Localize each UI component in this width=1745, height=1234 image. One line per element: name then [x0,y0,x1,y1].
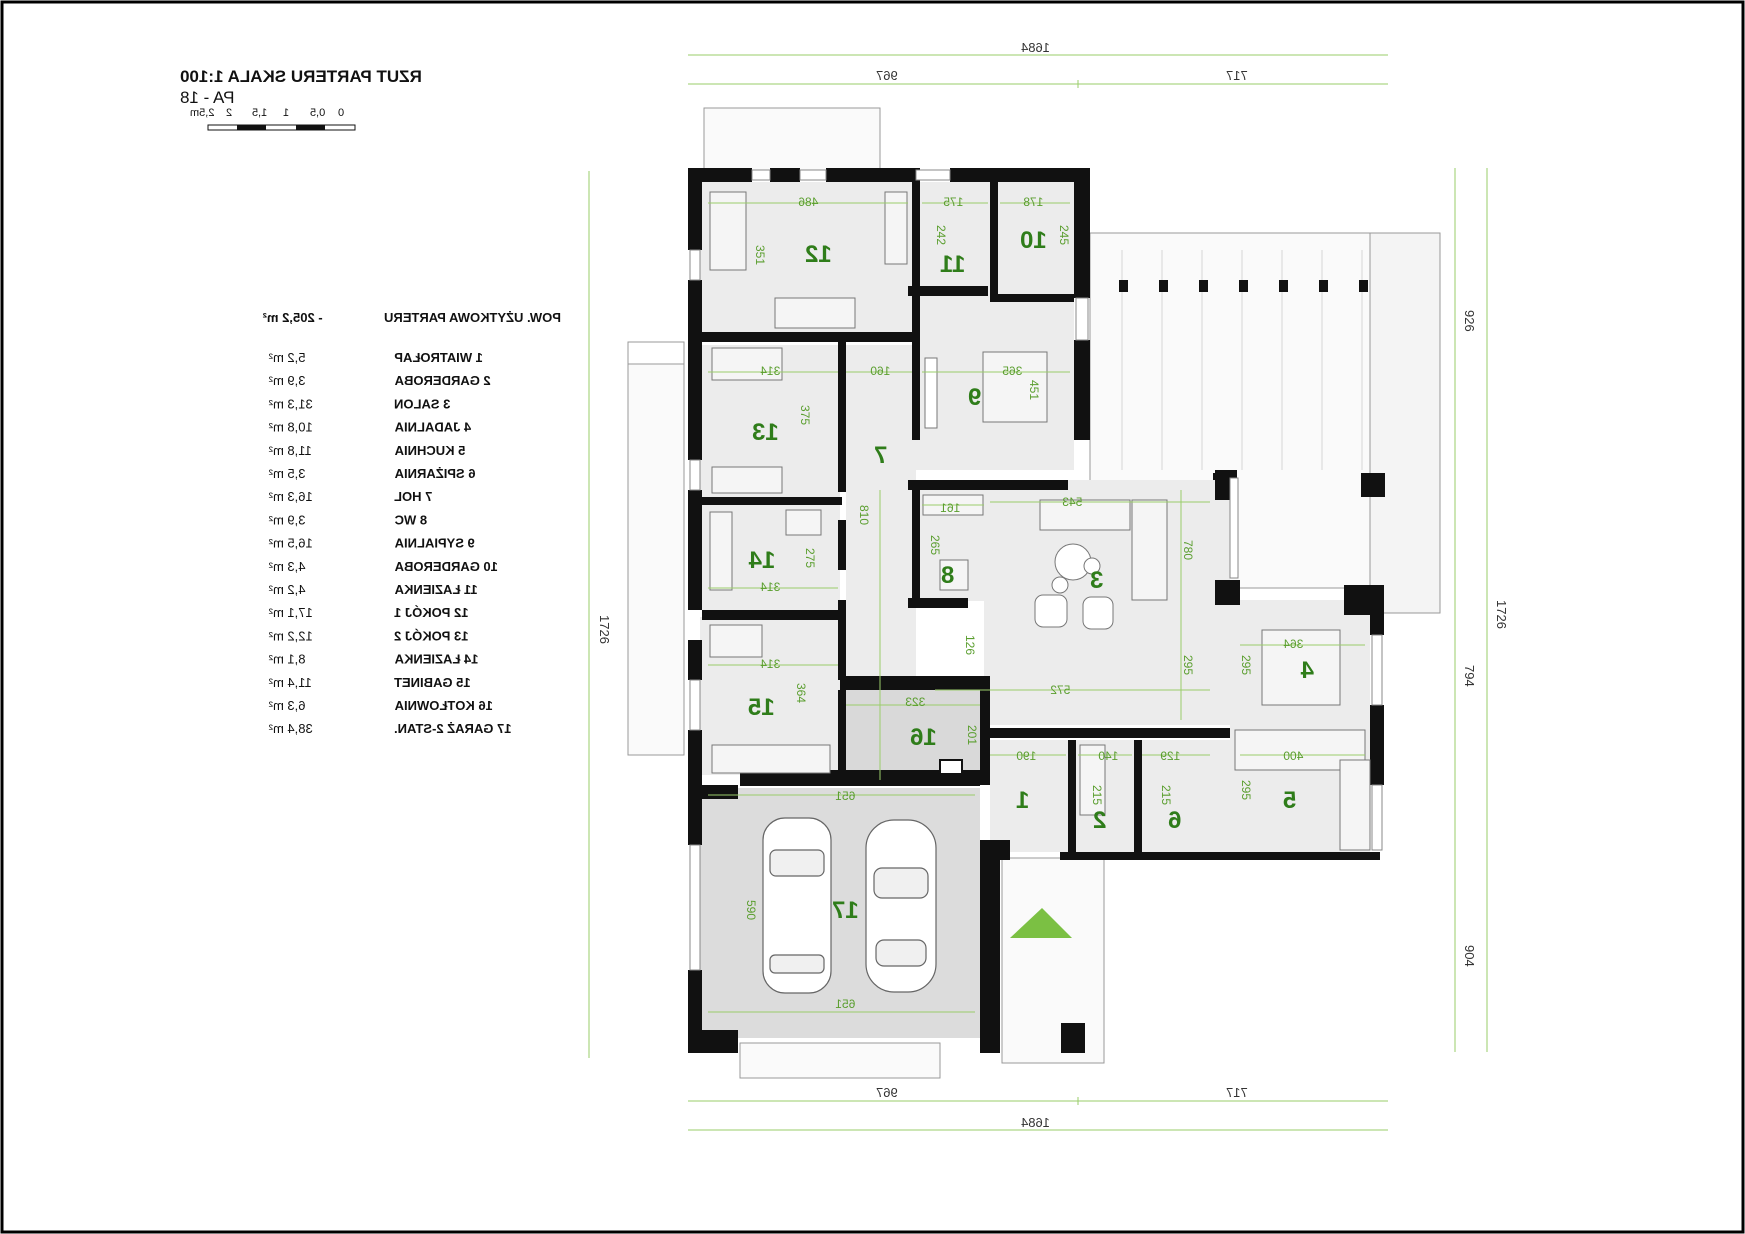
scale-tick: 0 [338,107,345,119]
dim-r13-w: 314 [760,364,781,378]
dim-r15-h: 364 [794,683,808,704]
area-table-room-name: 10 GARDEROBA [394,558,498,574]
area-table-room-area: 12,2 m² [268,628,313,644]
dim-r12-h: 351 [753,245,767,266]
area-table-room-area: 16,5 m² [268,535,313,551]
dim-left-bottom: 967 [876,1085,898,1100]
dim-r17-h: 590 [744,900,758,921]
dim-r6-w: 129 [1160,749,1181,763]
area-table-room-area: 10,8 m² [268,419,313,435]
area-table-room-name: 4 JADALNIA [394,419,472,435]
room-number-9: 9 [968,384,982,411]
area-table-room-area: 38,4 m² [268,721,313,737]
scale-bar [190,107,355,130]
room-number-7: 7 [874,442,888,469]
area-table-room-area: 3,5 m² [268,466,306,481]
dim-r2-w: 140 [1098,749,1119,763]
room-number-2: 2 [1093,807,1107,834]
dim-r7-w: 160 [870,364,891,378]
area-table-room-name: 1 WIATROŁAP [394,350,483,365]
room-number-14: 14 [748,547,776,574]
room-number-16: 16 [910,724,937,751]
area-table-room-name: 16 KOTŁOWNIA [394,698,493,713]
dim-r14-h: 275 [803,548,817,569]
room-number-12: 12 [805,241,832,268]
area-table-room-area: 6,3 m² [268,698,306,713]
room-number-6: 6 [1168,807,1182,834]
dim-r3-w2: 572 [1050,683,1071,697]
dim-right-total: 1726 [1494,600,1509,629]
dim-r13-h: 375 [798,405,812,426]
dim-r11-w: 175 [943,195,964,209]
area-table-room-area: 11,8 m² [268,442,312,458]
area-table-room-name: 11 ŁAZIENKA [394,582,478,597]
dim-r16-w: 323 [905,695,926,709]
area-table-room-area: 31,3 m² [268,396,313,412]
area-table-room-area: 16,3 m² [268,489,313,505]
dim-r17-w2: 651 [835,997,856,1011]
dim-r2-h: 215 [1090,785,1104,806]
dim-right-bottom: 717 [1226,1085,1248,1100]
room-number-17: 17 [832,897,859,924]
room-number-3: 3 [1090,567,1104,594]
dim-r14-w: 314 [760,580,781,594]
area-table-room-area: 3,9 m² [268,512,306,528]
scale-tick: 2,5m [190,107,215,119]
area-table-heading: POW. UŻYTKOWA PARTERU [384,310,561,325]
area-table-room-name: 7 HOL [394,489,433,505]
area-table-room-name: 9 SYPIALNIA [394,535,475,551]
dim-r9-h: 451 [1027,380,1041,401]
area-table-room-name: 14 ŁAZIENKA [394,651,479,667]
dim-r3-w: 543 [1062,495,1083,509]
dim-right-lower: 904 [1462,945,1477,967]
room-number-10: 10 [1020,227,1047,254]
dim-r6-h: 215 [1159,785,1173,806]
area-table-room-name: 17 GARAŻ 2-STAN. [394,721,512,737]
room-number-8: 8 [941,562,955,589]
dim-r10-w: 178 [1023,195,1044,209]
dim-hall-small: 126 [963,635,977,656]
scale-tick: 1,5 [252,107,268,119]
dim-r5-w: 400 [1283,749,1304,763]
area-table-room-area: 4,3 m² [268,558,306,574]
scale-tick: 2 [226,107,233,119]
dim-r16-h: 201 [965,725,979,746]
area-table [262,310,561,736]
scale-tick: 0,5 [310,107,326,119]
area-table-room-name: 6 SPIŻARNIA [394,466,476,481]
area-table-room-name: 8 WC [394,512,428,528]
dim-r1-w: 190 [1016,749,1037,763]
area-table-room-area: 4,2 m² [268,582,306,597]
dim-r15-w: 314 [760,657,781,671]
dim-r3-h2: 295 [1181,655,1195,676]
area-table-room-area: 17,1 m² [268,605,313,621]
dim-r12-w: 486 [798,195,819,209]
room-number-4: 4 [1300,657,1314,684]
room-number-11: 11 [940,251,966,278]
dim-r4-w: 364 [1283,637,1304,651]
area-table-room-name: 5 KUCHNIA [394,442,466,458]
room-number-13: 13 [752,419,779,446]
dim-r17-w: 651 [835,789,856,803]
dim-r10-h: 245 [1057,225,1071,246]
area-table-total: - 205,2 m² [262,310,323,325]
dim-r11-h: 242 [934,225,948,246]
dim-left-top: 967 [876,68,898,83]
title-block [180,67,422,130]
room-number-1: 1 [1016,787,1030,814]
area-table-room-area: 8,1 m² [268,651,306,667]
dim-left-side: 1726 [597,615,612,644]
dim-right-top: 717 [1226,68,1248,83]
boiler-unit [940,760,962,774]
room-number-5: 5 [1283,787,1297,814]
dim-r9-w: 365 [1002,364,1023,378]
dim-r3-h: 780 [1181,540,1195,561]
plan-code: PA - 18 [180,88,235,107]
area-table-room-name: 2 GARDEROBA [394,373,491,389]
dim-r5-h: 295 [1239,780,1253,801]
dim-r4-h: 295 [1239,655,1253,676]
dim-total-width-bottom: 1684 [1021,1115,1050,1130]
dim-right-mid: 794 [1462,665,1477,687]
room-number-15: 15 [748,694,775,721]
area-table-room-name: 15 GABINET [394,674,471,690]
plan-title: RZUT PARTERU SKALA 1:100 [180,67,422,86]
dim-right-upper: 926 [1462,310,1477,332]
area-table-room-area: 3,9 m² [268,373,306,389]
area-table-room-name: 13 POKÓJ 2 [394,628,469,644]
dim-r8-h: 265 [928,535,942,556]
area-table-room-area: 11,4 m² [268,674,312,690]
area-table-room-area: 5,2 m² [268,350,306,365]
scale-tick: 1 [283,107,290,119]
dim-r8-w: 161 [940,501,961,515]
dim-r7-h: 810 [857,505,871,526]
dim-total-width-top: 1684 [1021,40,1050,55]
area-table-room-name: 3 SALON [394,396,451,412]
area-table-room-name: 12 POKÓJ 1 [394,605,469,621]
